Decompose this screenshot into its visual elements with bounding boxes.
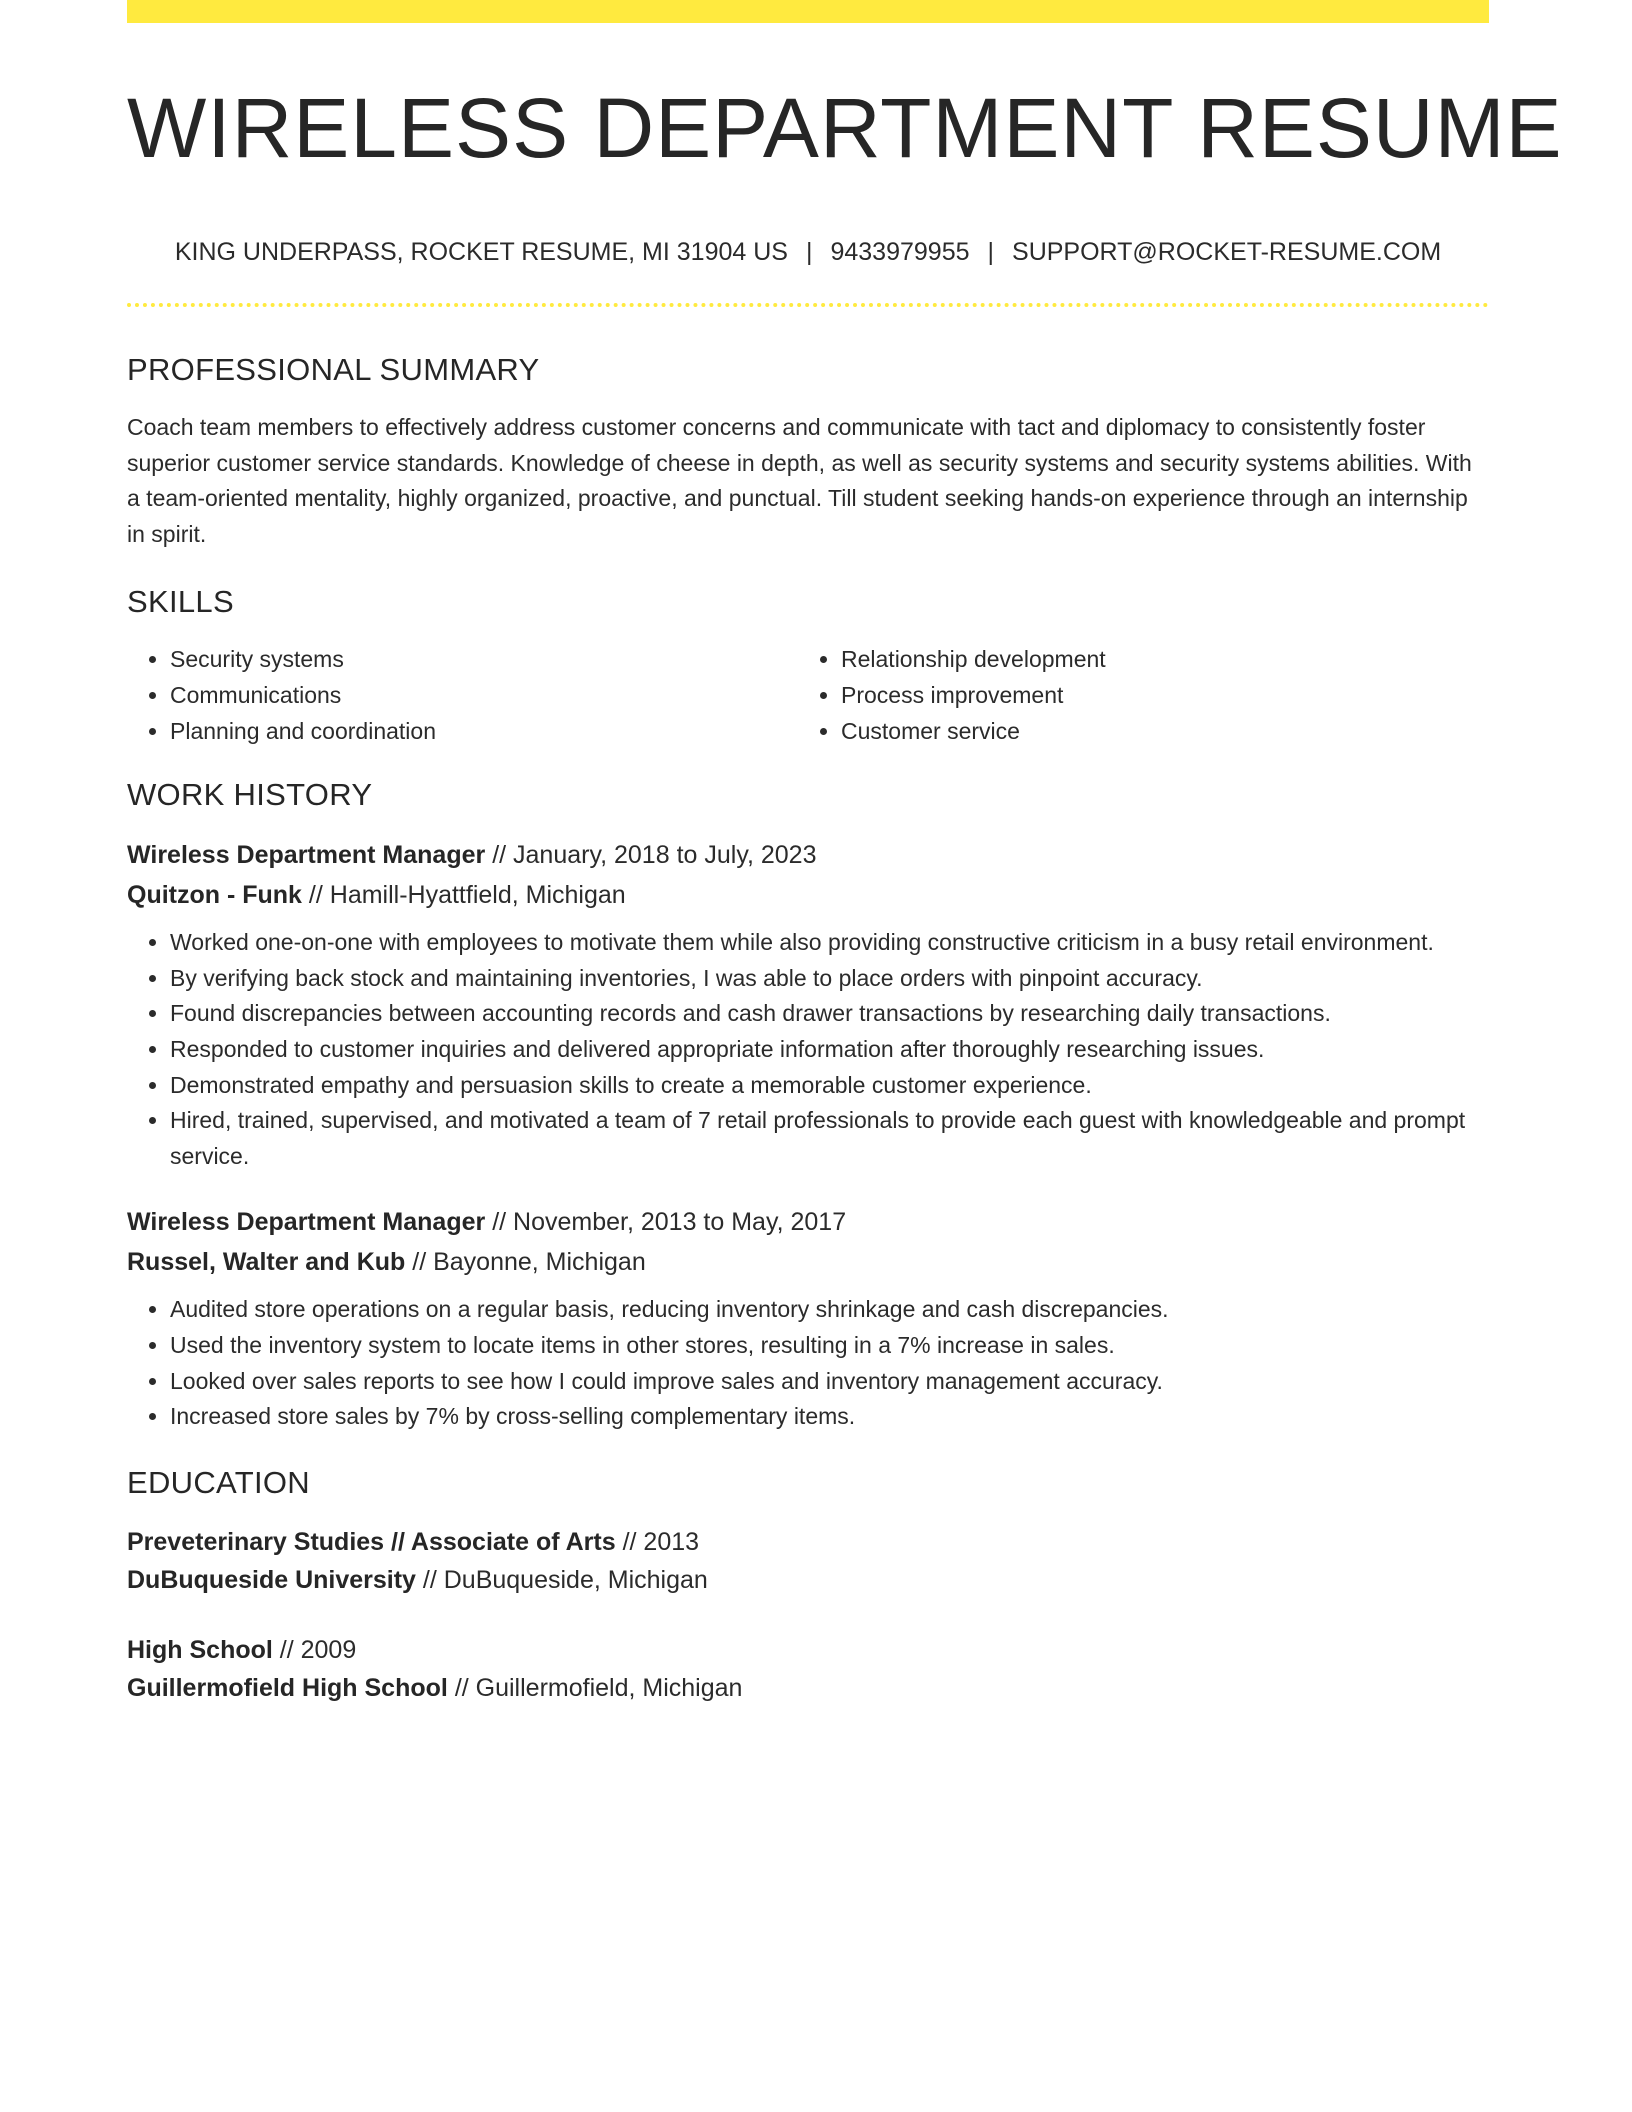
job-title: Wireless Department Manager (127, 1208, 486, 1237)
job-entry (127, 835, 1489, 1174)
job-bullet: • Demonstrated empathy and persuasion skills to create a memorable customer experience. (170, 1068, 1489, 1104)
education-school-line (127, 1561, 1489, 1599)
job-bullet: • By verifying back stock and maintaining inventories, I was able to place orders with pinpoint accuracy. (170, 961, 1489, 997)
work-history-heading: WORK HISTORY (127, 777, 373, 813)
job-bullet: • Found discrepancies between accounting records and cash drawer transactions by researching daily transactions. (170, 996, 1489, 1032)
education-entry (127, 1631, 1489, 1707)
contact-separator: | (805, 238, 813, 266)
job-bullet: • Increased store sales by 7% by cross-selling complementary items. (170, 1399, 1489, 1435)
job-location: // Bayonne, Michigan (412, 1248, 646, 1277)
job-dates: // January, 2018 to July, 2023 (492, 841, 817, 870)
skill-item: • Security systems (170, 642, 798, 678)
job-title: Wireless Department Manager (127, 841, 486, 870)
job-company: Quitzon - Funk (127, 881, 302, 910)
dotted-divider (127, 303, 1489, 307)
contact-address: KING UNDERPASS, ROCKET RESUME, MI 31904 US (174, 238, 788, 266)
education-location: // DuBuqueside, Michigan (422, 1565, 708, 1594)
job-title-line (127, 1202, 1489, 1242)
education-heading: EDUCATION (127, 1464, 310, 1500)
job-title-line (127, 835, 1489, 875)
job-bullet: • Hired, trained, supervised, and motivated a team of 7 retail professionals to provide each guest with knowledgeable and prompt service. (170, 1103, 1489, 1174)
job-entry (127, 1202, 1489, 1434)
education-degree-line (127, 1631, 1489, 1669)
education-school: Guillermofield High School (127, 1673, 448, 1702)
skill-item: • Process improvement (841, 678, 1469, 714)
skill-item: • Relationship development (841, 642, 1469, 678)
job-bullet: • Worked one-on-one with employees to motivate them while also providing constructive criticism in a busy retail environment. (170, 925, 1489, 961)
skills-column-left (127, 642, 798, 749)
skill-item: • Planning and coordination (170, 714, 798, 750)
resume-title: WIRELESS DEPARTMENT RESUME (127, 81, 1563, 175)
education-school: DuBuqueside University (127, 1565, 416, 1594)
contact-phone: 9433979955 (830, 238, 970, 266)
skills-grid (127, 642, 1489, 749)
job-bullet: • Responded to customer inquiries and delivered appropriate information after thoroughly researching issues. (170, 1032, 1489, 1068)
job-bullet: • Audited store operations on a regular basis, reducing inventory shrinkage and cash discrepancies. (170, 1292, 1489, 1328)
summary-text: Coach team members to effectively address customer concerns and communicate with tact and diplomacy to consistently foster superior customer service standards. Knowledge of cheese in depth, as well as security systems and security systems abilities. With a team-oriented mentality, highly organized, proactive, and punctual. Till student seeking hands-on experience through an internship in spirit. (127, 414, 1472, 547)
skills-heading: SKILLS (127, 584, 234, 620)
education-degree: Preveterinary Studies // Associate of Arts (127, 1527, 616, 1556)
job-dates: // November, 2013 to May, 2017 (492, 1208, 847, 1237)
education-location: // Guillermofield, Michigan (454, 1673, 743, 1702)
education-entry (127, 1523, 1489, 1599)
contact-email: SUPPORT@ROCKET-RESUME.COM (1012, 238, 1442, 266)
education-school-line (127, 1669, 1489, 1707)
job-company-line (127, 1242, 1489, 1282)
education-degree: High School (127, 1635, 273, 1664)
education-year: // 2009 (279, 1635, 357, 1664)
education-degree-line (127, 1523, 1489, 1561)
job-bullets (127, 925, 1489, 1174)
resume-body (127, 350, 1489, 1707)
skill-item: • Customer service (841, 714, 1469, 750)
job-bullet: • Looked over sales reports to see how I could improve sales and inventory management accuracy. (170, 1364, 1489, 1400)
accent-top-bar (127, 0, 1489, 23)
job-company-line (127, 875, 1489, 915)
job-location: // Hamill-Hyattfield, Michigan (308, 881, 626, 910)
contact-separator: | (987, 238, 995, 266)
skills-column-right (798, 642, 1469, 749)
job-company: Russel, Walter and Kub (127, 1248, 406, 1277)
job-bullet: • Used the inventory system to locate items in other stores, resulting in a 7% increase in sales. (170, 1328, 1489, 1364)
education-year: // 2013 (622, 1527, 700, 1556)
summary-heading: PROFESSIONAL SUMMARY (127, 352, 540, 387)
job-bullets (127, 1292, 1489, 1434)
contact-line (127, 236, 1489, 268)
skill-item: • Communications (170, 678, 798, 714)
